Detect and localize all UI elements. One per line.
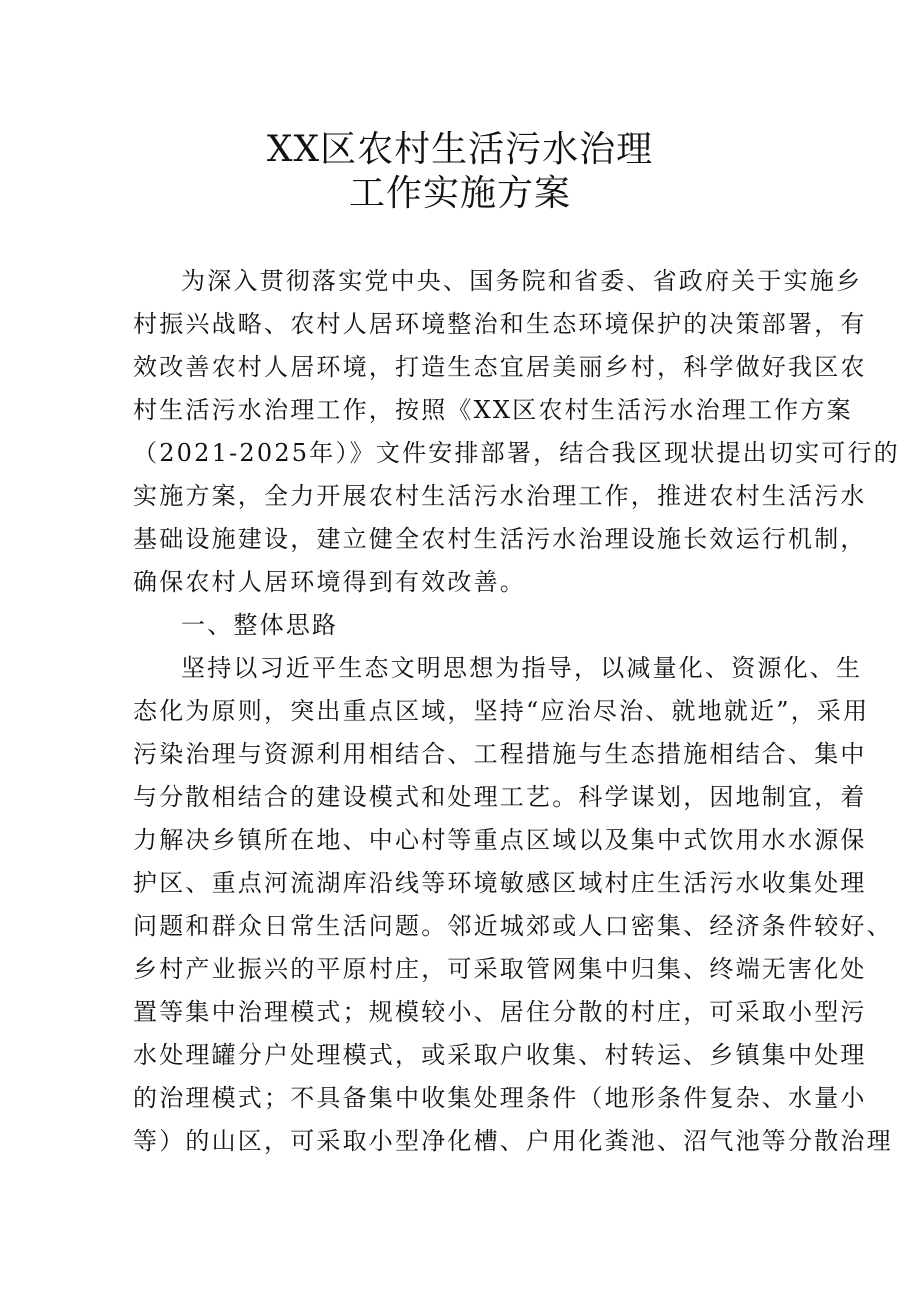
- document-title-line-2: 工作实施方案: [348, 173, 571, 214]
- paragraph-line: 等）的山区，可采取小型净化槽、户用化粪池、沼气池等分散治理: [133, 1127, 893, 1155]
- paragraph-line: （2021-2025年）》文件安排部署，结合我区现状提出切实可行的: [133, 439, 900, 467]
- paragraph-line: 护区、重点河流湖库沿线等环境敏感区域村庄生活污水收集处理: [133, 869, 867, 897]
- paragraph-line: 确保农村人居环境得到有效改善。: [133, 568, 526, 596]
- paragraph-line: 效改善农村人居环境，打造生态宜居美丽乡村，科学做好我区农: [133, 353, 867, 381]
- paragraph-line: 村振兴战略、农村人居环境整治和生态环境保护的决策部署，有: [133, 310, 867, 338]
- paragraph-line: 与分散相结合的建设模式和处理工艺。科学谋划，因地制宜，着: [133, 783, 867, 811]
- paragraph-line: 为深入贯彻落实党中央、国务院和省委、省政府关于实施乡: [181, 267, 863, 295]
- paragraph-line: 乡村产业振兴的平原村庄，可采取管网集中归集、终端无害化处: [133, 955, 867, 983]
- paragraph-line: 水处理罐分户处理模式，或采取户收集、村转运、乡镇集中处理: [133, 1041, 867, 1069]
- paragraph-line: 基础设施建设，建立健全农村生活污水治理设施长效运行机制，: [133, 525, 867, 553]
- paragraph-line: 置等集中治理模式；规模较小、居住分散的村庄，可采取小型污: [133, 998, 867, 1026]
- section-heading: 一、整体思路: [181, 611, 339, 639]
- paragraph-line: 村生活污水治理工作，按照《XX区农村生活污水治理工作方案: [133, 396, 853, 424]
- paragraph-line: 问题和群众日常生活问题。邻近城郊或人口密集、经济条件较好、: [133, 912, 893, 940]
- paragraph-line: 力解决乡镇所在地、中心村等重点区域以及集中式饮用水水源保: [133, 826, 867, 854]
- paragraph-line: 坚持以习近平生态文明思想为指导，以减量化、资源化、生: [181, 654, 863, 682]
- document-title-line-1: XX区农村生活污水治理: [266, 129, 654, 170]
- paragraph-line: 的治理模式；不具备集中收集处理条件（地形条件复杂、水量小: [133, 1084, 867, 1112]
- paragraph-line: 污染治理与资源利用相结合、工程措施与生态措施相结合、集中: [133, 740, 867, 768]
- document-body: [133, 260, 900, 1163]
- paragraph-line: 实施方案，全力开展农村生活污水治理工作，推进农村生活污水: [133, 482, 867, 510]
- paragraph-line: 态化为原则，突出重点区域，坚持“应治尽治、就地就近”，采用: [133, 697, 870, 725]
